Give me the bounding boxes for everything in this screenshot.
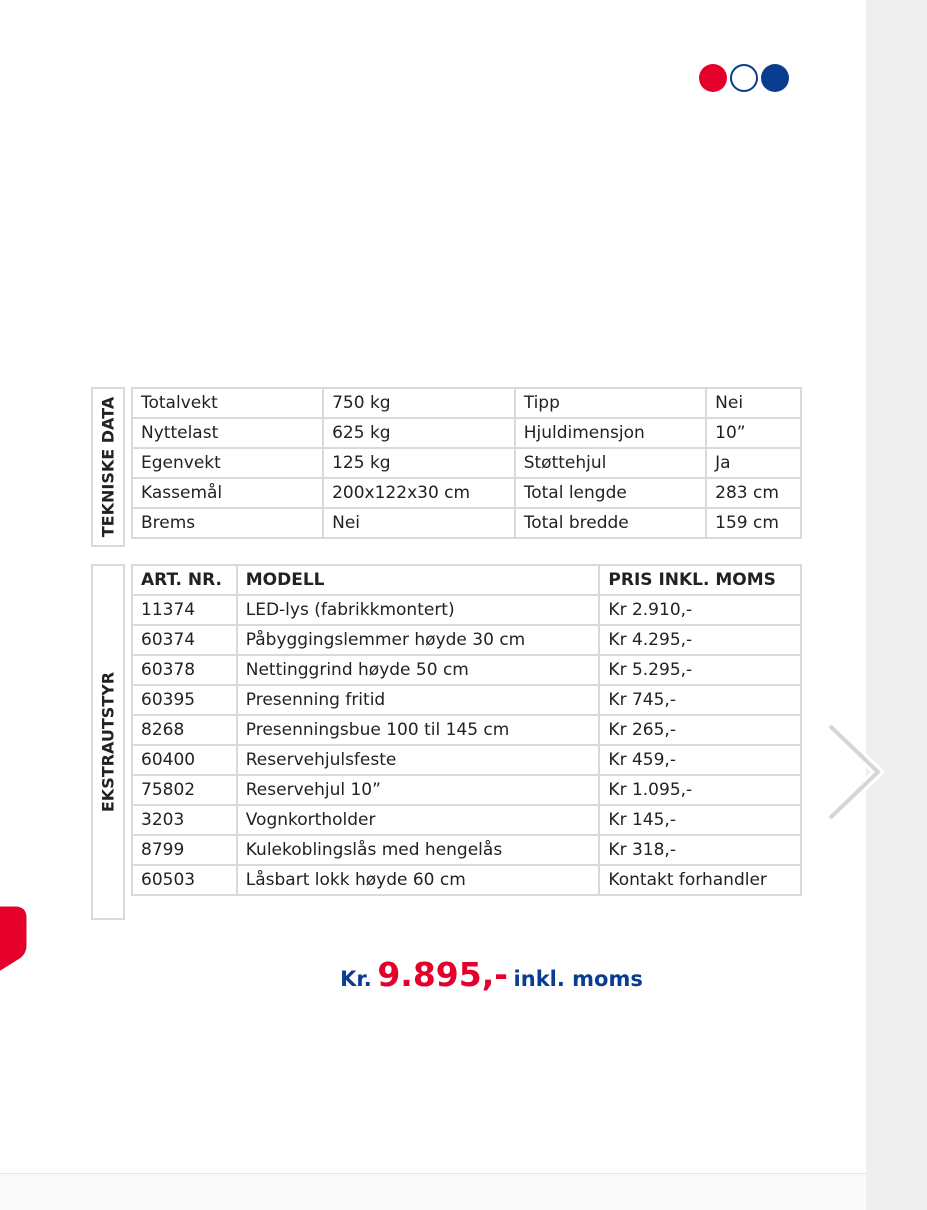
table-row xyxy=(132,715,801,745)
table-cell: Tipp xyxy=(515,388,706,418)
table-cell: Kr 4.295,- xyxy=(599,625,801,655)
table-cell: 60503 xyxy=(132,865,237,895)
table-cell: Nettinggrind høyde 50 cm xyxy=(237,655,600,685)
red-dot-icon[interactable] xyxy=(699,64,727,92)
table-cell: Egenvekt xyxy=(132,448,323,478)
table-cell: Kr 318,- xyxy=(599,835,801,865)
table-cell: Hjuldimensjon xyxy=(515,418,706,448)
table-cell: 125 kg xyxy=(323,448,515,478)
table-cell: Kassemål xyxy=(132,478,323,508)
table-row xyxy=(132,625,801,655)
table-row xyxy=(132,478,801,508)
tech-data-table xyxy=(131,387,802,539)
table-row xyxy=(132,835,801,865)
table-cell: 200x122x30 cm xyxy=(323,478,515,508)
table-cell: 10” xyxy=(706,418,801,448)
table-cell: Ja xyxy=(706,448,801,478)
table-row xyxy=(132,388,801,418)
table-cell: Kr 459,- xyxy=(599,745,801,775)
header-art-nr: ART. NR. xyxy=(132,565,237,595)
price-prefix: Kr. xyxy=(340,967,372,991)
table-cell: Støttehjul xyxy=(515,448,706,478)
table-cell: 60400 xyxy=(132,745,237,775)
chevron-right-icon[interactable] xyxy=(822,720,886,824)
table-row xyxy=(132,805,801,835)
blue-dot-icon[interactable] xyxy=(761,64,789,92)
table-row xyxy=(132,655,801,685)
extra-section-label: EKSTRAUTSTYR xyxy=(91,564,125,920)
table-cell: 60378 xyxy=(132,655,237,685)
table-cell: 3203 xyxy=(132,805,237,835)
table-cell: Låsbart lokk høyde 60 cm xyxy=(237,865,600,895)
header-price: PRIS INKL. MOMS xyxy=(599,565,801,595)
table-row xyxy=(132,865,801,895)
table-cell: Total bredde xyxy=(515,508,706,538)
table-cell: Kr 5.295,- xyxy=(599,655,801,685)
table-row xyxy=(132,745,801,775)
table-row xyxy=(132,418,801,448)
table-cell: Kr 745,- xyxy=(599,685,801,715)
table-cell: LED-lys (fabrikkmontert) xyxy=(237,595,600,625)
table-cell: 75802 xyxy=(132,775,237,805)
table-cell: Reservehjul 10” xyxy=(237,775,600,805)
table-cell: 11374 xyxy=(132,595,237,625)
table-cell: Kr 1.095,- xyxy=(599,775,801,805)
table-header-row xyxy=(132,565,801,595)
right-rail xyxy=(866,0,927,1210)
table-row xyxy=(132,448,801,478)
table-cell: Nei xyxy=(706,388,801,418)
header-modell: MODELL xyxy=(237,565,600,595)
table-cell: 159 cm xyxy=(706,508,801,538)
table-cell: Reservehjulsfeste xyxy=(237,745,600,775)
table-cell: Brems xyxy=(132,508,323,538)
table-row xyxy=(132,595,801,625)
price-amount: 9.895,- xyxy=(377,955,508,994)
table-cell: Nyttelast xyxy=(132,418,323,448)
table-cell: Totalvekt xyxy=(132,388,323,418)
table-cell: 283 cm xyxy=(706,478,801,508)
table-cell: 625 kg xyxy=(323,418,515,448)
table-cell: Presenningsbue 100 til 145 cm xyxy=(237,715,600,745)
table-cell: Vognkortholder xyxy=(237,805,600,835)
table-cell: Kr 145,- xyxy=(599,805,801,835)
table-cell: Kr 2.910,- xyxy=(599,595,801,625)
footer-strip xyxy=(0,1174,866,1210)
table-cell: Nei xyxy=(323,508,515,538)
red-badge-icon xyxy=(0,900,30,990)
total-price xyxy=(0,955,927,994)
table-cell: 750 kg xyxy=(323,388,515,418)
accessories-table xyxy=(131,564,802,896)
table-cell: Kontakt forhandler xyxy=(599,865,801,895)
table-cell: 60395 xyxy=(132,685,237,715)
table-cell: Kr 265,- xyxy=(599,715,801,745)
tech-section-label: TEKNISKE DATA xyxy=(91,387,125,547)
table-cell: 8268 xyxy=(132,715,237,745)
table-cell: Kulekoblingslås med hengelås xyxy=(237,835,600,865)
price-suffix: inkl. moms xyxy=(513,967,643,991)
table-cell: Total lengde xyxy=(515,478,706,508)
table-row xyxy=(132,685,801,715)
color-options xyxy=(699,64,789,94)
table-row xyxy=(132,508,801,538)
table-cell: Påbyggingslemmer høyde 30 cm xyxy=(237,625,600,655)
table-cell: 8799 xyxy=(132,835,237,865)
table-row xyxy=(132,775,801,805)
table-cell: Presenning fritid xyxy=(237,685,600,715)
white-dot-icon[interactable] xyxy=(730,64,758,92)
table-cell: 60374 xyxy=(132,625,237,655)
